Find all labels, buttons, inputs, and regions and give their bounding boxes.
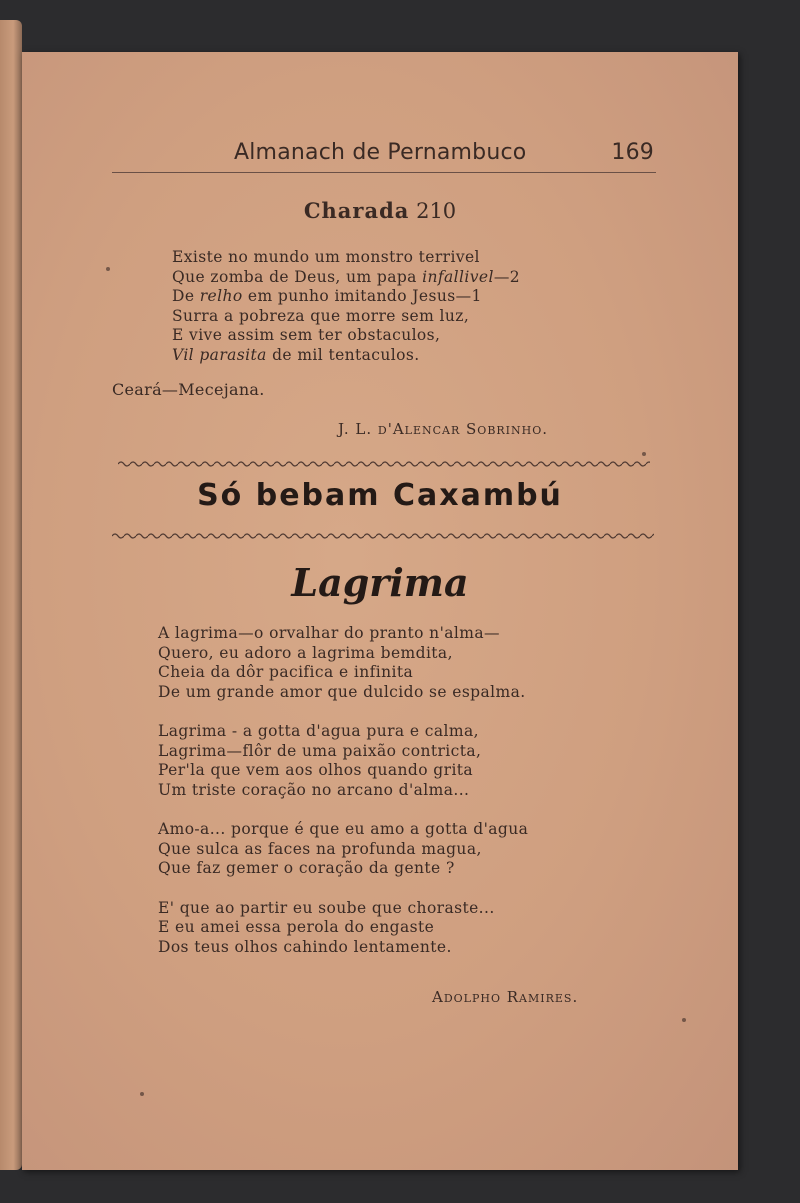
paper-speck bbox=[682, 1018, 686, 1022]
poem-line: A lagrima—o orvalhar do pranto n'alma— bbox=[158, 624, 500, 642]
poem-line: Cheia da dôr pacifica e infinita bbox=[158, 663, 414, 681]
charada-heading bbox=[22, 198, 738, 223]
paper-speck bbox=[106, 267, 110, 271]
adjacent-page-edge bbox=[0, 20, 22, 1170]
paper-speck bbox=[140, 1092, 144, 1096]
charada-poem bbox=[172, 248, 520, 365]
poem-line: Existe no mundo um monstro terrivel bbox=[172, 248, 480, 266]
advertisement-banner: Só bebam Caxambú bbox=[197, 478, 563, 513]
poem-stanza bbox=[158, 820, 528, 879]
lagrima-author: Adolpho Ramires. bbox=[432, 988, 579, 1006]
page-number: 169 bbox=[611, 140, 654, 165]
wavy-divider-top bbox=[118, 460, 650, 468]
poem-line: Que zomba de Deus, um papa infallivel—2 bbox=[172, 267, 521, 286]
poem-stanza bbox=[158, 722, 528, 800]
header-rule bbox=[112, 172, 656, 173]
lagrima-heading: Lagrima bbox=[291, 560, 469, 605]
poem-stanza bbox=[158, 899, 528, 958]
lagrima-poem bbox=[158, 624, 528, 977]
running-header bbox=[234, 140, 654, 174]
charada-number: 210 bbox=[416, 199, 457, 223]
poem-line: Dos teus olhos cahindo lentamente. bbox=[158, 937, 452, 956]
header-title: Almanach de Pernambuco bbox=[234, 140, 527, 165]
poem-line: De relho em punho imitando Jesus—1 bbox=[172, 287, 482, 305]
poem-line: Lagrima—flôr de uma paixão contricta, bbox=[158, 741, 482, 760]
charada-author: J. L. d'Alencar Sobrinho. bbox=[338, 420, 549, 438]
poem-line: Per'la que vem aos olhos quando grita bbox=[158, 761, 474, 779]
poem-line: Lagrima - a gotta d'agua pura e calma, bbox=[158, 722, 479, 740]
poem-line: Amo-a... porque é que eu amo a gotta d'agua bbox=[158, 820, 529, 838]
poem-stanza bbox=[158, 624, 528, 702]
poem-line: E vive assim sem ter obstaculos, bbox=[172, 326, 441, 344]
charada-place: Ceará—Mecejana. bbox=[112, 380, 265, 399]
poem-line: Um triste coração no arcano d'alma... bbox=[158, 780, 470, 799]
poem-line: Quero, eu adoro a lagrima bemdita, bbox=[158, 643, 453, 662]
book-page bbox=[22, 52, 738, 1170]
paper-speck bbox=[642, 452, 646, 456]
poem-line: E eu amei essa perola do engaste bbox=[158, 918, 435, 936]
poem-line: Que sulca as faces na profunda magua, bbox=[158, 839, 482, 858]
poem-line: Surra a pobreza que morre sem luz, bbox=[172, 306, 470, 325]
wavy-divider-bottom bbox=[112, 532, 654, 540]
poem-line: Que faz gemer o coração da gente ? bbox=[158, 859, 455, 877]
charada-label: Charada bbox=[303, 198, 410, 223]
poem-line: De um grande amor que dulcido se espalma. bbox=[158, 682, 526, 701]
poem-line: E' que ao partir eu soube que choraste... bbox=[158, 898, 495, 917]
poem-line: Vil parasita de mil tentaculos. bbox=[172, 345, 420, 364]
